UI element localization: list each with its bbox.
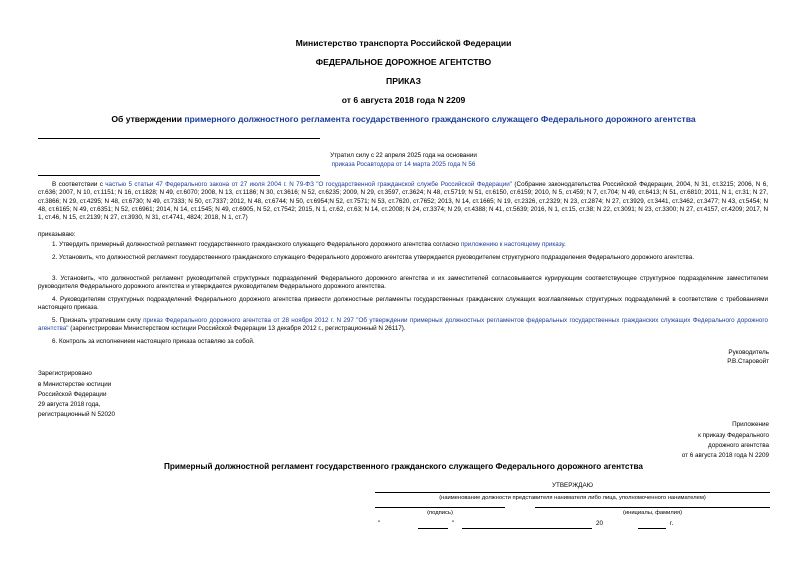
item-5 xyxy=(38,317,768,334)
registration-line-2: в Министерстве юстиции xyxy=(38,381,112,388)
month-line xyxy=(462,528,592,529)
item-1-end: . xyxy=(564,241,566,248)
divider-top xyxy=(38,138,320,139)
appendix-line-2: к приказу Федерального xyxy=(698,432,769,439)
title-link[interactable]: примерного должностного регламента государственного гражданского служащего Федерального дорожного агентства xyxy=(184,114,696,124)
position-caption: (наименование должности представителя нанимателя либо лица, уполномоченного нанимателем) xyxy=(439,495,706,501)
item-5-text: 5. Признать утратившим силу xyxy=(52,317,144,324)
appendix-title: Примерный должностной регламент государственного гражданского служащего Федерального дорожного агентства xyxy=(164,462,643,471)
item-3: 3. Установить, что должностной регламент руководителей структурных подразделений Федерального дорожного агентства и их заместителей согласовывается курирующим соответствующее структурное подразделение заместителем руководителя Федерального дорожного агентства и утверждается руководителем Федерального дорожного агентства. xyxy=(38,275,768,291)
item-2: 2. Установить, что должностной регламент государственного гражданского служащего Федерального дорожного агентства утверждается руководителем структурного подразделения Федерального дорожного агентства. xyxy=(52,254,695,261)
repealed-order-link[interactable]: приказ Федерального дорожного агентства от 28 ноября 2012 г. N 297 "Об утверждении примерных должностных регламентов федеральных государственных гражданских служащих Федерального дорожного агентства" xyxy=(38,317,768,333)
approve-label: УТВЕРЖДАЮ xyxy=(551,482,594,489)
appendix-link[interactable]: приложению к настоящему приказу xyxy=(460,241,565,248)
agency-heading: ФЕДЕРАЛЬНОЕ ДОРОЖНОЕ АГЕНТСТВО xyxy=(315,57,492,67)
year-suffix: г. xyxy=(670,520,674,527)
registration-line-5: регистрационный N 52020 xyxy=(38,411,116,418)
registration-line-1: Зарегистрировано xyxy=(38,370,92,377)
year-line xyxy=(638,528,666,529)
day-quote-open: " xyxy=(378,520,381,527)
divider-repeal xyxy=(38,175,320,176)
registration-line-3: Российской Федерации xyxy=(38,391,107,398)
item-6: 6. Контроль за исполнением настоящего приказа оставляю за собой. xyxy=(52,338,255,345)
ministry-heading: Министерство транспорта Российской Федерации xyxy=(295,38,512,48)
date-number-heading: от 6 августа 2018 года N 2209 xyxy=(341,95,466,105)
document-title xyxy=(0,114,807,124)
year-prefix: 20 xyxy=(596,520,604,527)
position-line xyxy=(375,492,770,493)
item-5-end: (зарегистрирован Министерством юстиции Российской Федерации 13 декабря 2012 г., регистрационный N 26117). xyxy=(68,325,406,333)
signature-role: Руководитель xyxy=(728,349,769,356)
order-word: приказываю: xyxy=(38,231,76,238)
appendix-line-1: Приложение xyxy=(732,421,769,428)
preamble-paragraph xyxy=(38,181,768,222)
initials-line xyxy=(535,507,770,508)
doc-type-heading: ПРИКАЗ xyxy=(386,76,421,86)
initials-caption: (инициалы, фамилия) xyxy=(622,510,683,516)
item-1-text: 1. Утвердить примерный должностной регламент государственного гражданского служащего Федерального дорожного агентства согласно xyxy=(52,241,461,248)
title-prefix: Об утверждении xyxy=(111,114,185,124)
preamble-text-2: (Собрание законодательства Российской Федерации, 2004, N 31, ст.3215; 2006, N 6, ст.636; 2007, N 10, ст.1151; N 16, ст.1828; N 49, ст.6070; 2008, N 13, ст.1186; N 30, ст.3616; N 52, ст.6235; 2009, N 29, ст.3597, ст.3624; N 48, ст.5719; N 51, ст.6150, ст.6159; 2010, N 5, ст.459; N 7, ст.704; N 49, ст.6413; N 51, ст.6810; 2011, N 1, ст.31; N 27, ст.3866; N 29, ст.4295; N 48, ст.6730; N 49, ст.7333; N 50, ст.7337; 2012, N 48, ст.6744; N 50, ст.6954;N 52, ст.7571; N 53, ст.7620, ст.7652; 2013, N 14, ст.1665; N 19, ст.2326, ст.2329; N 23, ст.2874; N 27, ст.3929, ст.3441, ст.3462, ст.3477; N 43, ст.5454; N 48, ст.6165; N 49, ст.6351; N 52, ст.6961; 2014, N 14, ст.1545; N 49, ст.6905, N 52, ст.7542; 2015, N 1, ст.62, ст.63; N 14, ст.2008; N 24, ст.3374; N 29, ст.4388; N 41, ст.5639; 2016, N 1, ст.15, ст.38; N 22, ст.3091; N 23, ст.3300; N 27, ст.4157, ст.4209; 2017, N 1, ст.46, N 15, ст.2139; N 27, ст.3930, N 31, ст.4741, 4824; 2018, N 1, ст.7) xyxy=(38,181,768,222)
signature-name: Р.В.Старовойт xyxy=(727,358,769,365)
appendix-line-4: от 6 августа 2018 года N 2209 xyxy=(681,452,769,459)
repeal-link[interactable]: приказа Росавтодора от 14 марта 2025 года N 56 xyxy=(331,161,476,168)
preamble-text-1: В соответствии с xyxy=(52,181,106,188)
signature-line xyxy=(375,507,505,508)
repeal-line-1: Утратил силу с 22 апреля 2025 года на основании xyxy=(330,152,477,159)
preamble-law-link[interactable]: частью 5 статьи 47 Федерального закона от 27 июля 2004 г. N 79-ФЗ "О государственной гражданской службе Российской Федерации" xyxy=(105,181,513,188)
day-quote-close: " xyxy=(452,520,455,527)
signature-caption: (подпись) xyxy=(427,510,453,516)
day-line xyxy=(418,528,448,529)
registration-line-4: 29 августа 2018 года, xyxy=(38,401,101,408)
item-1 xyxy=(38,241,768,249)
item-4: 4. Руководителям структурных подразделений Федерального дорожного агентства привести должностные регламенты государственных гражданских служащих возглавляемых структурных подразделений в соответствие с требованиями настоящего приказа. xyxy=(38,296,768,312)
appendix-line-3: дорожного агентства xyxy=(708,442,769,449)
